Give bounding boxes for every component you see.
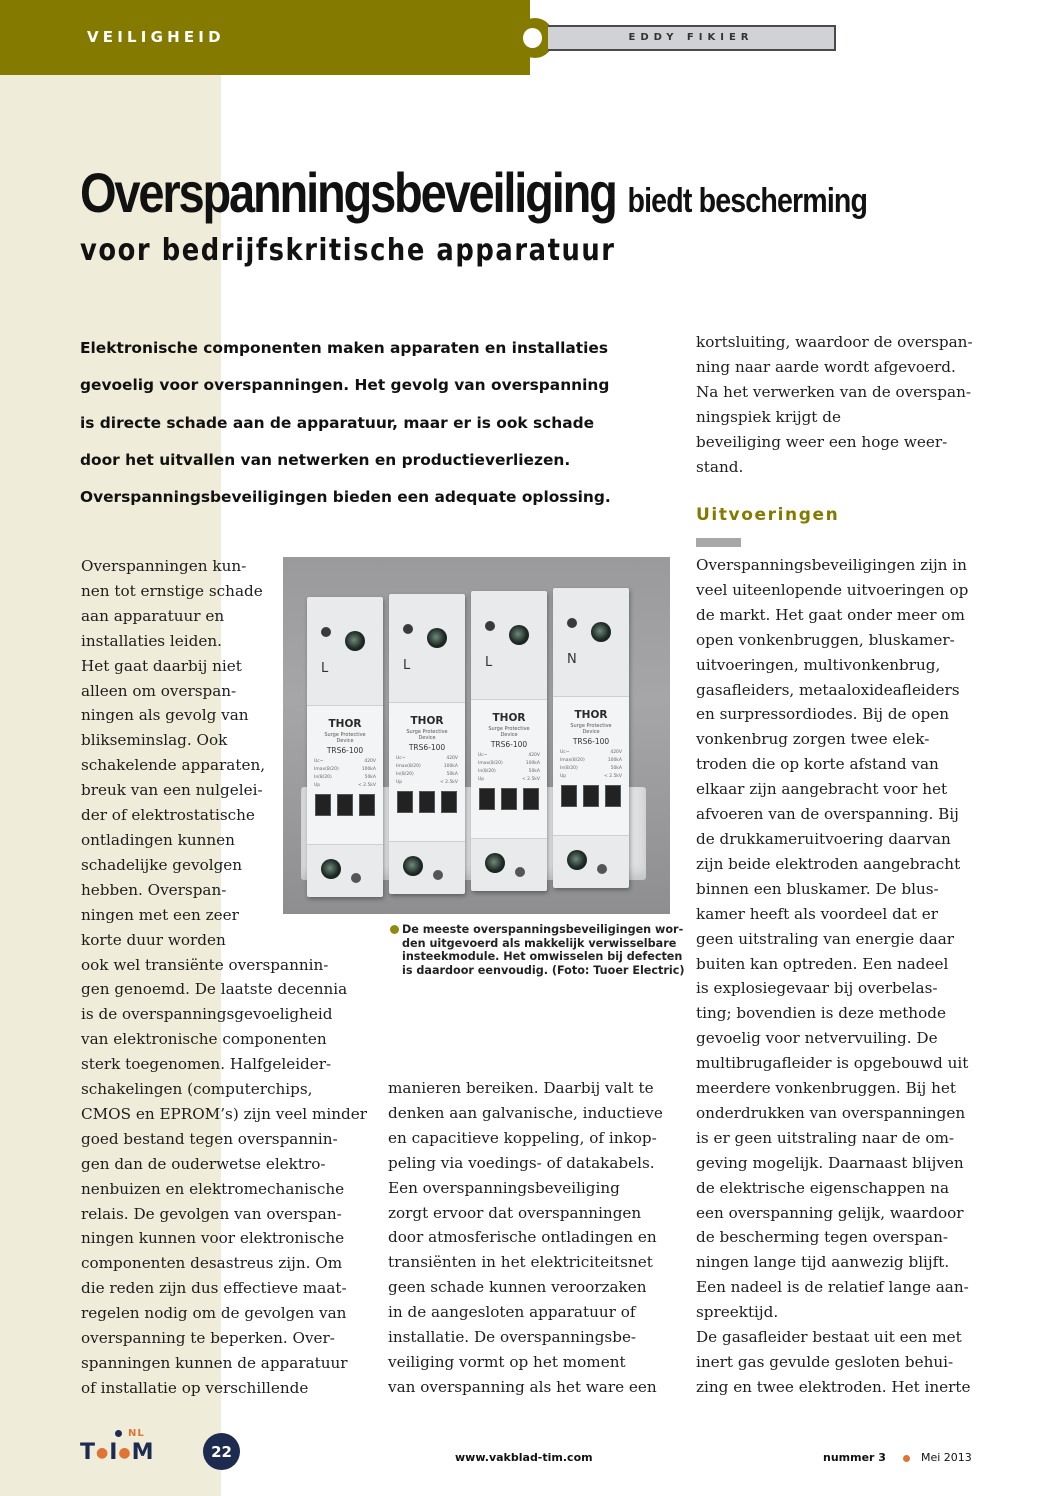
body-column-2 (388, 1076, 663, 1400)
spec-value: < 2.5kV (439, 780, 458, 785)
terminal-pin-icon (351, 873, 361, 883)
body-line: de elektrische eigenschappen na (696, 1178, 950, 1197)
body-line: inert gas gevulde gesloten behui- (696, 1353, 954, 1371)
module-specs (478, 752, 540, 784)
body-line: installaties leiden. (81, 631, 222, 650)
body-line: geving mogelijk. Daarnaast blijven (696, 1153, 964, 1172)
spec-row (396, 763, 458, 771)
body-line: gevoelig voor netvervuiling. De (696, 1029, 938, 1048)
body-line: veel uiteenlopende uitvoeringen op (696, 580, 969, 599)
body-line: gasafleiders, metaaloxideafleiders (696, 680, 960, 699)
body-line: CMOS en EPROM’s) zijn veel minder (81, 1104, 367, 1123)
pole-label: L (403, 658, 411, 673)
body-line: meerdere vonkenbruggen. Bij het (696, 1079, 956, 1098)
product-photo (283, 557, 670, 914)
body-line: kortsluiting, waardoor de overspan- (696, 333, 973, 351)
led-indicator-icon (485, 621, 495, 631)
body-line: regelen nodig om de gevolgen van (81, 1304, 347, 1323)
spec-value: 50kA (610, 766, 622, 771)
module-specs (560, 749, 622, 781)
caption-line: is daardoor eenvoudig. (Foto: Tuoer Electric) (402, 963, 685, 977)
body-line: sterk toegenomen. Halfgeleider- (81, 1055, 332, 1074)
body-line: Het gaat daarbij niet (81, 656, 242, 675)
body-line: spanningen kunnen de apparatuur (81, 1354, 348, 1372)
terminal-screw-icon (509, 625, 529, 645)
body-line: ning naar aarde wordt afgevoerd. (696, 357, 956, 376)
body-line: nenbuizen en elektromechanische (81, 1179, 345, 1198)
module-model: TRS6-100 (408, 743, 446, 752)
pole-label: N (567, 652, 577, 667)
spec-row (478, 760, 540, 768)
body-line: schakelende apparaten, (81, 756, 266, 775)
body-line: breuk van een nulgelei- (81, 781, 263, 800)
body-line: Overspanningsbeveiligingen zijn in (696, 556, 967, 574)
body-line: en capacitieve koppeling, of inkop- (388, 1128, 657, 1147)
module-description (471, 726, 547, 738)
spec-value: < 2.5kV (521, 777, 540, 782)
body-line: ningen lange tijd aanwezig blijft. (696, 1253, 950, 1272)
body-line: zing en twee elektroden. Het inerte (696, 1377, 971, 1396)
spec-label: Uc~ (314, 759, 324, 764)
body-line: door atmosferische ontladingen en (388, 1228, 657, 1247)
spec-row (314, 782, 376, 790)
caption-line: den uitgevoerd als makkelijk verwisselbare (402, 936, 677, 950)
body-line: zijn beide elektroden aangebracht (696, 854, 961, 873)
spec-value: < 2.5kV (603, 774, 622, 779)
module-description (553, 723, 629, 735)
body-line: geen uitstraling van energie daar (696, 929, 955, 948)
body-line: goed bestand tegen overspannin- (81, 1129, 338, 1148)
body-line: der of elektrostatische (81, 806, 255, 825)
logo-wordmark: T●I●M (80, 1440, 155, 1465)
surge-module (307, 597, 383, 897)
surge-module (389, 594, 465, 894)
body-line: multibrugafleider is opgebouwd uit (696, 1054, 969, 1073)
body-line: hebben. Overspan- (81, 880, 227, 899)
logo-letter-t: T (80, 1440, 97, 1465)
terminal-screw-icon (567, 850, 587, 870)
spec-value: 420V (446, 756, 458, 761)
body-line: buiten kan optreden. Een nadeel (696, 954, 949, 973)
status-windows (561, 785, 621, 805)
spec-row (314, 766, 376, 774)
body-line: gen dan de ouderwetse elektro- (81, 1154, 326, 1173)
body-line: schadelijke gevolgen (81, 855, 243, 874)
logo-letter-i: I (109, 1440, 119, 1465)
terminal-screw-icon (427, 628, 447, 648)
module-description (307, 732, 383, 744)
body-line: gen genoemd. De laatste decennia (81, 980, 348, 999)
module-label-face (471, 699, 547, 839)
body-column-3-top (696, 330, 973, 479)
body-line: denken aan galvanische, inductieve (388, 1103, 663, 1122)
lead-line: is directe schade aan de apparatuur, maar er is ook schade (80, 413, 595, 432)
footer-date: Mei 2013 (921, 1451, 972, 1464)
body-line: ontladingen kunnen (81, 830, 235, 849)
module-brand: THOR (328, 718, 362, 730)
spec-row (478, 752, 540, 760)
module-desc-line: Device (582, 729, 600, 735)
module-desc-line: Surge Protective (324, 732, 366, 738)
logo-letter-m: M (131, 1440, 155, 1465)
terminal-screw-icon (403, 856, 423, 876)
body-line: de bescherming tegen overspan- (696, 1228, 949, 1247)
terminal-screw-icon (345, 631, 365, 651)
spec-value: 100kA (361, 767, 376, 772)
article-title (80, 160, 867, 225)
body-line: is er geen uitstraling naar de om- (696, 1128, 955, 1147)
spec-row (478, 776, 540, 784)
lead-line: Elektronische componenten maken apparaten en installaties (80, 339, 608, 357)
spec-label: Uc~ (478, 753, 488, 758)
photo-caption (389, 923, 685, 977)
section-subheading: Uitvoeringen (696, 505, 840, 525)
tim-logo (80, 1428, 160, 1468)
spec-label: In(8/20) (560, 766, 578, 771)
body-line: van overspanning als het ware een (388, 1377, 657, 1396)
spec-label: Up (314, 783, 321, 788)
spec-label: Up (478, 777, 485, 782)
body-column-3-bottom (696, 553, 971, 1400)
spec-label: Imax(8/20) (396, 764, 421, 769)
status-windows (315, 794, 375, 814)
footer-issue: nummer 3 (823, 1451, 886, 1464)
body-line: nen tot ernstige schade (81, 581, 263, 600)
spec-value: 100kA (607, 758, 622, 763)
caption-line: insteekmodule. Het omwisselen bij defecten (402, 950, 683, 964)
body-line: alleen om overspan- (81, 681, 237, 700)
surge-module (553, 588, 629, 888)
spec-value: 50kA (446, 772, 458, 777)
module-model: TRS6-100 (490, 740, 528, 749)
body-line: spreektijd. (696, 1303, 779, 1322)
body-line: veiliging vormt op het moment (388, 1352, 626, 1371)
module-desc-line: Surge Protective (406, 729, 448, 735)
led-indicator-icon (403, 624, 413, 634)
body-line: ningen met een zeer (81, 905, 239, 924)
body-line: transiënten in het elektriciteitsnet (388, 1253, 653, 1272)
module-label-face (389, 702, 465, 842)
author-bar (548, 25, 836, 51)
lead-line: Overspanningsbeveiligingen bieden een adequate oplossing. (80, 488, 611, 507)
spec-label: Uc~ (560, 750, 570, 755)
module-model: TRS6-100 (572, 737, 610, 746)
terminal-pin-icon (597, 864, 607, 874)
module-desc-line: Device (500, 732, 518, 738)
spec-label: In(8/20) (396, 772, 414, 777)
status-windows (397, 791, 457, 811)
body-line: ningen kunnen voor elektronische (81, 1229, 345, 1248)
body-line: kamer heeft als voordeel dat er (696, 904, 939, 923)
footer-separator-dot-icon (903, 1455, 910, 1462)
spec-row (314, 774, 376, 782)
page-number-badge: 22 (203, 1433, 240, 1470)
spec-value: < 2.5kV (357, 783, 376, 788)
pole-label: L (321, 661, 329, 676)
spec-label: Up (560, 774, 567, 779)
section-label: VEILIGHEID (87, 28, 225, 46)
body-line: De gasafleider bestaat uit een met (696, 1328, 962, 1347)
logo-dot-icon (115, 1430, 122, 1437)
body-line: geen schade kunnen veroorzaken (388, 1278, 647, 1297)
body-line: die reden zijn dus effectieve maat- (81, 1279, 347, 1298)
header-tab-hole (523, 28, 542, 48)
article-title-main: Overspanningsbeveiliging (80, 161, 616, 224)
body-line: Een overspanningsbeveiliging (388, 1178, 620, 1197)
body-line: en surpressordiodes. Bij de open (696, 705, 950, 724)
spec-label: Imax(8/20) (560, 758, 585, 763)
body-line: installatie. De overspanningsbe- (388, 1328, 637, 1347)
spec-value: 420V (364, 759, 376, 764)
body-line: zorgt ervoor dat overspanningen (388, 1203, 642, 1222)
body-line: de markt. Het gaat onder meer om (696, 605, 965, 624)
body-line: is de overspanningsgevoeligheid (81, 1005, 333, 1024)
terminal-screw-icon (321, 859, 341, 879)
body-line: elkaar zijn aangebracht voor het (696, 780, 948, 799)
body-line: of installatie op verschillende (81, 1378, 309, 1397)
logo-country: NL (128, 1428, 145, 1439)
module-desc-line: Surge Protective (570, 723, 612, 729)
spec-value: 100kA (525, 761, 540, 766)
section-header-band (0, 0, 530, 75)
spec-row (396, 779, 458, 787)
spec-row (396, 771, 458, 779)
terminal-pin-icon (515, 867, 525, 877)
spec-row (560, 749, 622, 757)
article-title-suffix: biedt bescherming (627, 182, 868, 220)
module-specs (314, 758, 376, 790)
body-line: een overspanning gelijk, waardoor (696, 1203, 964, 1222)
terminal-screw-icon (485, 853, 505, 873)
body-line: afvoeren van de overspanning. Bij (696, 805, 959, 824)
body-line: open vonkenbruggen, bluskamer- (696, 630, 955, 649)
spec-row (560, 757, 622, 765)
lead-paragraph (80, 330, 660, 516)
subheading-rule (696, 538, 741, 547)
surge-module (471, 591, 547, 891)
module-label-face (553, 696, 629, 836)
spec-row (560, 773, 622, 781)
body-line: binnen een bluskamer. De blus- (696, 879, 939, 898)
body-line: ningen als gevolg van (81, 706, 249, 725)
body-line: Overspanningen kun- (81, 557, 247, 575)
body-line: is explosiegevaar bij overbelas- (696, 979, 938, 998)
body-line: ningspiek krijgt de (696, 407, 841, 426)
spec-row (478, 768, 540, 776)
body-line: overspanning te beperken. Over- (81, 1329, 335, 1348)
module-desc-line: Surge Protective (488, 726, 530, 732)
module-brand: THOR (492, 712, 526, 724)
led-indicator-icon (567, 618, 577, 628)
body-line: troden die op korte afstand van (696, 755, 939, 774)
body-line: onderdrukken van overspanningen (696, 1103, 966, 1122)
spec-value: 50kA (364, 775, 376, 780)
spec-label: Imax(8/20) (478, 761, 503, 766)
body-line: blikseminslag. Ook (81, 731, 228, 750)
body-line: van elektronische componenten (81, 1030, 327, 1049)
body-line: peling via voedings- of datakabels. (388, 1153, 655, 1172)
module-label-face (307, 705, 383, 845)
pole-label: L (485, 655, 493, 670)
spec-value: 50kA (528, 769, 540, 774)
module-model: TRS6-100 (326, 746, 364, 755)
body-line: aan apparatuur en (81, 606, 225, 625)
module-description (389, 729, 465, 741)
author-name: EDDY FIKIER (628, 32, 754, 43)
spec-row (314, 758, 376, 766)
module-desc-line: Device (336, 738, 354, 744)
article-subtitle: voor bedrijfskritische apparatuur (80, 233, 616, 268)
module-brand: THOR (574, 709, 608, 721)
spec-value: 100kA (443, 764, 458, 769)
body-line: ting; bovendien is deze methode (696, 1004, 946, 1023)
body-line: in de aangesloten apparatuur of (388, 1303, 636, 1322)
body-line: ook wel transiënte overspannin- (81, 955, 329, 974)
spec-value: 420V (610, 750, 622, 755)
status-windows (479, 788, 539, 808)
body-line: de drukkameruitvoering daarvan (696, 829, 951, 848)
spec-label: Up (396, 780, 403, 785)
terminal-screw-icon (591, 622, 611, 642)
lead-line: gevoelig voor overspanningen. Het gevolg van overspanning (80, 376, 610, 395)
spec-value: 420V (528, 753, 540, 758)
module-desc-line: Device (418, 735, 436, 741)
spec-label: In(8/20) (314, 775, 332, 780)
terminal-pin-icon (433, 870, 443, 880)
caption-line: De meeste overspanningsbeveiligingen wor- (402, 923, 684, 936)
body-line: vonkenbrug zorgen twee elek- (696, 730, 930, 749)
lead-line: door het uitvallen van netwerken en productieverliezen. (80, 450, 571, 469)
spec-row (560, 765, 622, 773)
body-line: Na het verwerken van de overspan- (696, 382, 971, 401)
footer-url[interactable]: www.vakblad-tim.com (455, 1451, 593, 1464)
body-line: relais. De gevolgen van overspan- (81, 1204, 342, 1223)
body-line: componenten desastreus zijn. Om (81, 1254, 343, 1273)
module-specs (396, 755, 458, 787)
module-brand: THOR (410, 715, 444, 727)
body-line: beveiliging weer een hoge weer- (696, 432, 948, 451)
body-line: schakelingen (computerchips, (81, 1080, 313, 1099)
body-line: korte duur worden (81, 930, 226, 949)
spec-label: Uc~ (396, 756, 406, 761)
spec-label: Imax(8/20) (314, 767, 339, 772)
body-line: uitvoeringen, multivonkenbrug, (696, 655, 941, 674)
led-indicator-icon (321, 627, 331, 637)
spec-label: In(8/20) (478, 769, 496, 774)
spec-row (396, 755, 458, 763)
body-line: Een nadeel is de relatief lange aan- (696, 1278, 969, 1297)
body-line: manieren bereiken. Daarbij valt te (388, 1079, 654, 1097)
body-line: stand. (696, 457, 744, 476)
